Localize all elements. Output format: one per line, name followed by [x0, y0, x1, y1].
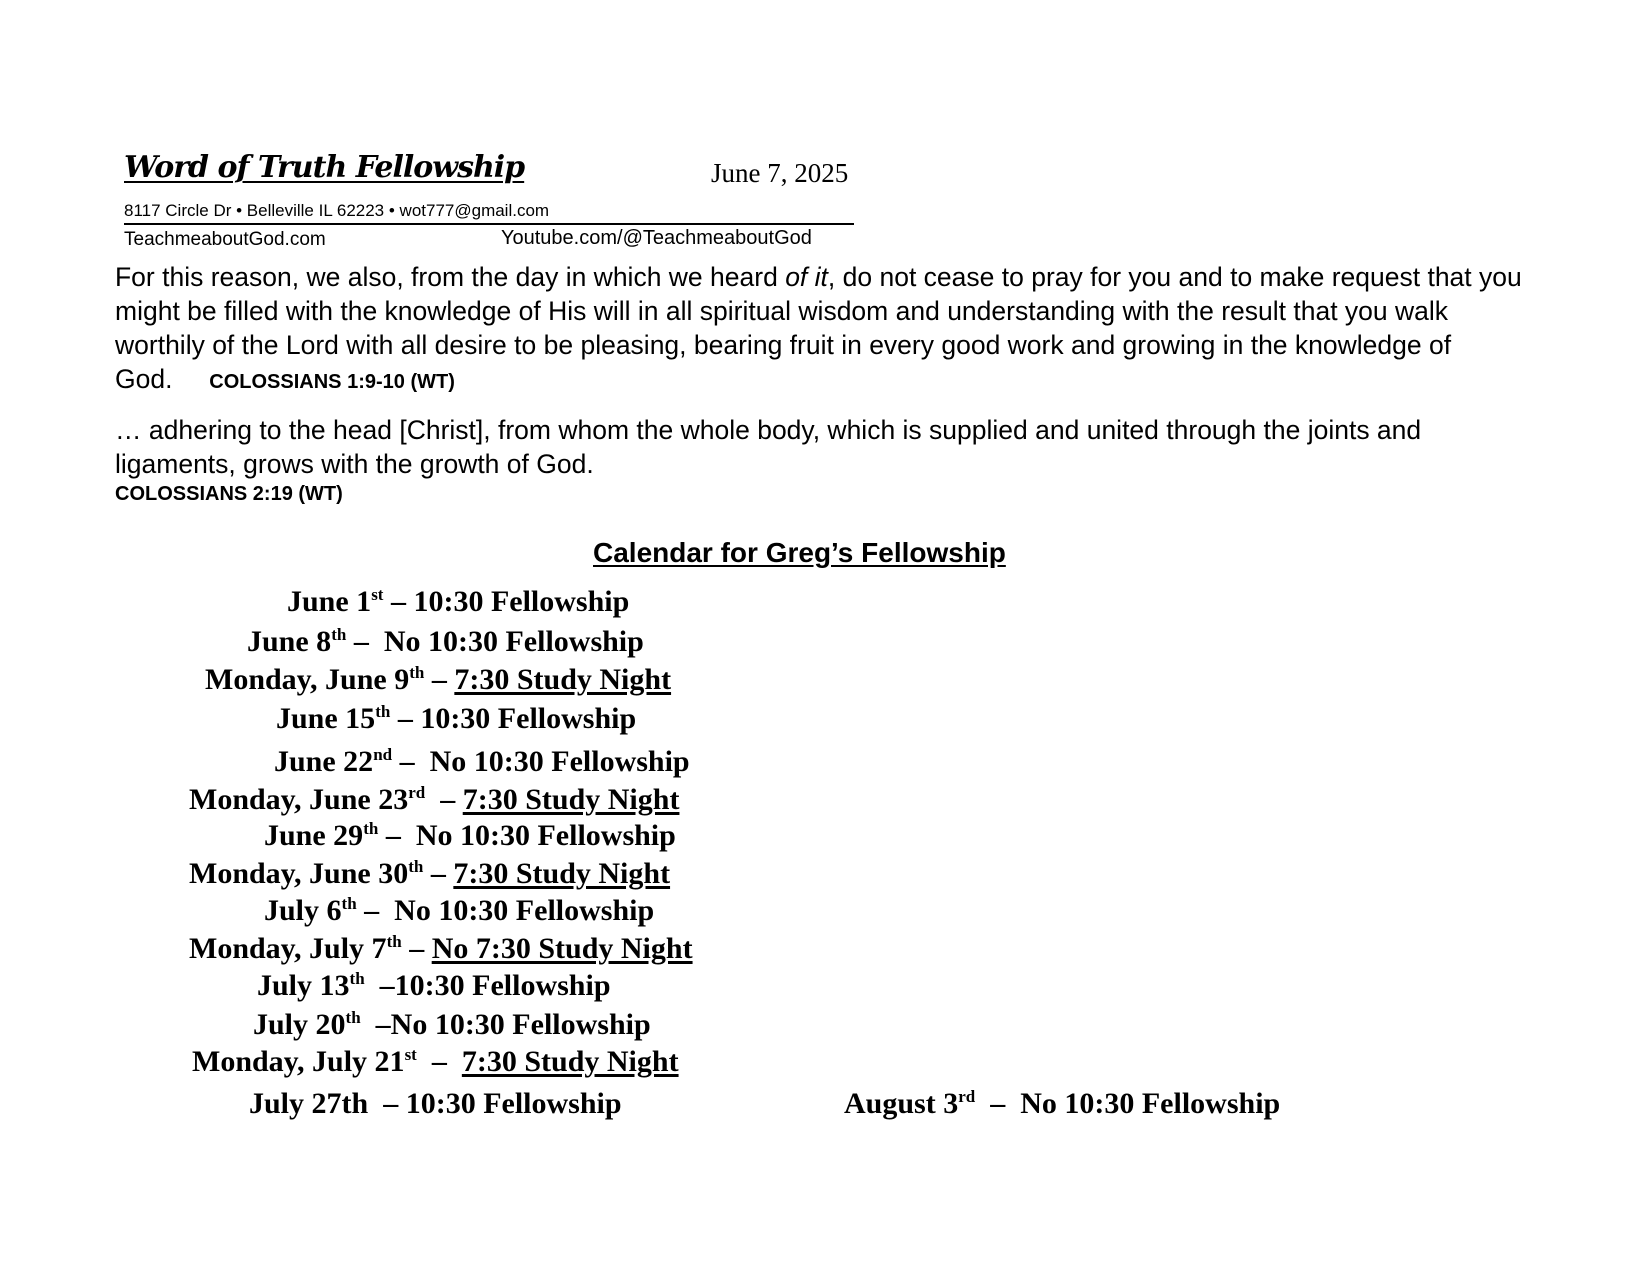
calendar-entry-event: 10:30 Fellowship	[394, 969, 611, 1002]
calendar-entry-date-suffix: th	[408, 857, 424, 876]
calendar-entry	[189, 783, 679, 817]
header-divider	[124, 223, 854, 225]
verse1-text-italic: of it	[785, 262, 828, 292]
calendar-entry-date-suffix: th	[331, 625, 347, 644]
calendar-entry-event: No 10:30 Fellowship	[1020, 1087, 1281, 1120]
calendar-entry-event: No 10:30 Fellowship	[390, 1008, 651, 1041]
calendar-entry	[189, 857, 670, 891]
calendar-entry-date-suffix: st	[371, 585, 384, 604]
verse1-text-b: , do not cease to pray for you and to make request that you might be filled with the knowledge of His will in all spiritual wisdom and understanding with the result that you walk worthily of the Lord with all desire to be pleasing, bearing fruit in every good work and growing in the knowledge of God.	[115, 262, 1522, 394]
calendar-entry-date: July 6	[264, 894, 342, 927]
calendar-entry-date: July 13	[257, 969, 350, 1002]
calendar-entry-event: 10:30 Fellowship	[420, 702, 637, 735]
calendar-entry-separator: –	[425, 783, 463, 816]
scripture-passage-1	[115, 260, 1525, 399]
calendar-entry-separator: –	[368, 1087, 406, 1120]
calendar-entry-date: June 22	[274, 745, 374, 778]
calendar-entry-date: June 29	[264, 819, 364, 852]
calendar-entry-event: 7:30 Study Night	[453, 857, 671, 890]
calendar-entry-date: Monday, July 21	[192, 1045, 405, 1078]
calendar-entry-date: Monday, June 30	[189, 857, 409, 890]
calendar-entry-date-suffix: rd	[958, 1087, 976, 1106]
calendar-entry	[287, 585, 629, 619]
calendar-entry-date-suffix: st	[404, 1045, 417, 1064]
calendar-entry-separator: –	[390, 702, 421, 735]
calendar-entry-separator: –	[424, 663, 455, 696]
calendar-title: Calendar for Greg’s Fellowship	[593, 537, 1006, 568]
calendar-entry-date-suffix: th	[345, 1008, 361, 1027]
verse2-text: … adhering to the head [Christ], from whom the whole body, which is supplied and united through the joints and ligaments, grows with the growth of God.	[115, 415, 1422, 479]
calendar-entry-event: 7:30 Study Night	[462, 783, 680, 816]
calendar-entry-date-suffix: th	[375, 702, 391, 721]
calendar-entry-date-suffix: th	[409, 663, 425, 682]
calendar-entry-separator: –	[401, 932, 432, 965]
calendar-entry-separator: –	[392, 745, 430, 778]
calendar-entry-date-suffix: rd	[408, 783, 426, 802]
calendar-entry-separator: –	[378, 819, 416, 852]
calendar-entry	[276, 702, 636, 736]
calendar-entry-date-suffix: nd	[373, 745, 393, 764]
calendar-entry-separator: –	[975, 1087, 1021, 1120]
newsletter-date: June 7, 2025	[711, 158, 849, 188]
calendar-entry	[192, 1045, 679, 1079]
calendar-entry-separator: –	[356, 894, 395, 927]
calendar-entry	[247, 625, 644, 659]
calendar-entry-date: Monday, June 9	[205, 663, 410, 696]
calendar-entry-separator: –	[360, 1008, 391, 1041]
scripture-reference-1: COLOSSIANS 1:9-10 (WT)	[209, 371, 455, 393]
calendar-entry-date: August 3	[844, 1087, 959, 1120]
calendar-entry-event: 10:30 Fellowship	[405, 1087, 622, 1120]
org-name: Word of Truth Fellowship	[124, 150, 525, 185]
verse1-text-a: For this reason, we also, from the day in which we heard	[115, 262, 786, 292]
calendar-entry-separator: –	[346, 625, 384, 658]
calendar-entry-date: July 27th	[249, 1087, 369, 1120]
calendar-entry-separator: –	[416, 1045, 462, 1078]
scripture-reference-2: COLOSSIANS 2:19 (WT)	[115, 483, 343, 505]
calendar-entry-date-suffix: th	[349, 969, 365, 988]
calendar-entry	[257, 969, 611, 1003]
website-link[interactable]: TeachmeaboutGod.com	[124, 229, 326, 250]
calendar-entry-date-suffix: th	[341, 894, 357, 913]
calendar-entry	[264, 894, 654, 928]
calendar-entry-separator: –	[364, 969, 395, 1002]
calendar-entry-date: June 15	[276, 702, 376, 735]
calendar-entry-date: June 1	[287, 585, 372, 618]
youtube-link[interactable]: Youtube.com/@TeachmeaboutGod	[501, 227, 812, 249]
calendar-entry-event: No 7:30 Study Night	[431, 932, 693, 965]
calendar-entry	[189, 932, 693, 966]
calendar-entry-event: 7:30 Study Night	[454, 663, 672, 696]
calendar-entry	[844, 1087, 1280, 1121]
calendar-entry-event: No 10:30 Fellowship	[415, 819, 676, 852]
calendar-entry-date: Monday, July 7	[189, 932, 387, 965]
calendar-entry-event: No 10:30 Fellowship	[394, 894, 655, 927]
calendar-entry-event: 7:30 Study Night	[461, 1045, 679, 1078]
calendar-entry-separator: –	[383, 585, 414, 618]
calendar-entry-date: July 20	[253, 1008, 346, 1041]
calendar-entry	[253, 1008, 651, 1042]
calendar-entry-date: June 8	[247, 625, 332, 658]
calendar-entry-date-suffix: th	[363, 819, 379, 838]
calendar-entry-event: No 10:30 Fellowship	[429, 745, 690, 778]
calendar-entry-event: No 10:30 Fellowship	[383, 625, 644, 658]
scripture-passage-2	[115, 413, 1525, 481]
calendar-entry	[249, 1087, 622, 1121]
contact-address: 8117 Circle Dr • Belleville IL 62223 • wot777@gmail.com	[124, 201, 550, 220]
calendar-entry	[264, 819, 676, 853]
calendar-entry	[205, 663, 671, 697]
calendar-entry-date-suffix: th	[386, 932, 402, 951]
calendar-entry-event: 10:30 Fellowship	[413, 585, 630, 618]
calendar-entry-date: Monday, June 23	[189, 783, 409, 816]
calendar-entry-separator: –	[423, 857, 454, 890]
calendar-entry	[274, 745, 690, 779]
